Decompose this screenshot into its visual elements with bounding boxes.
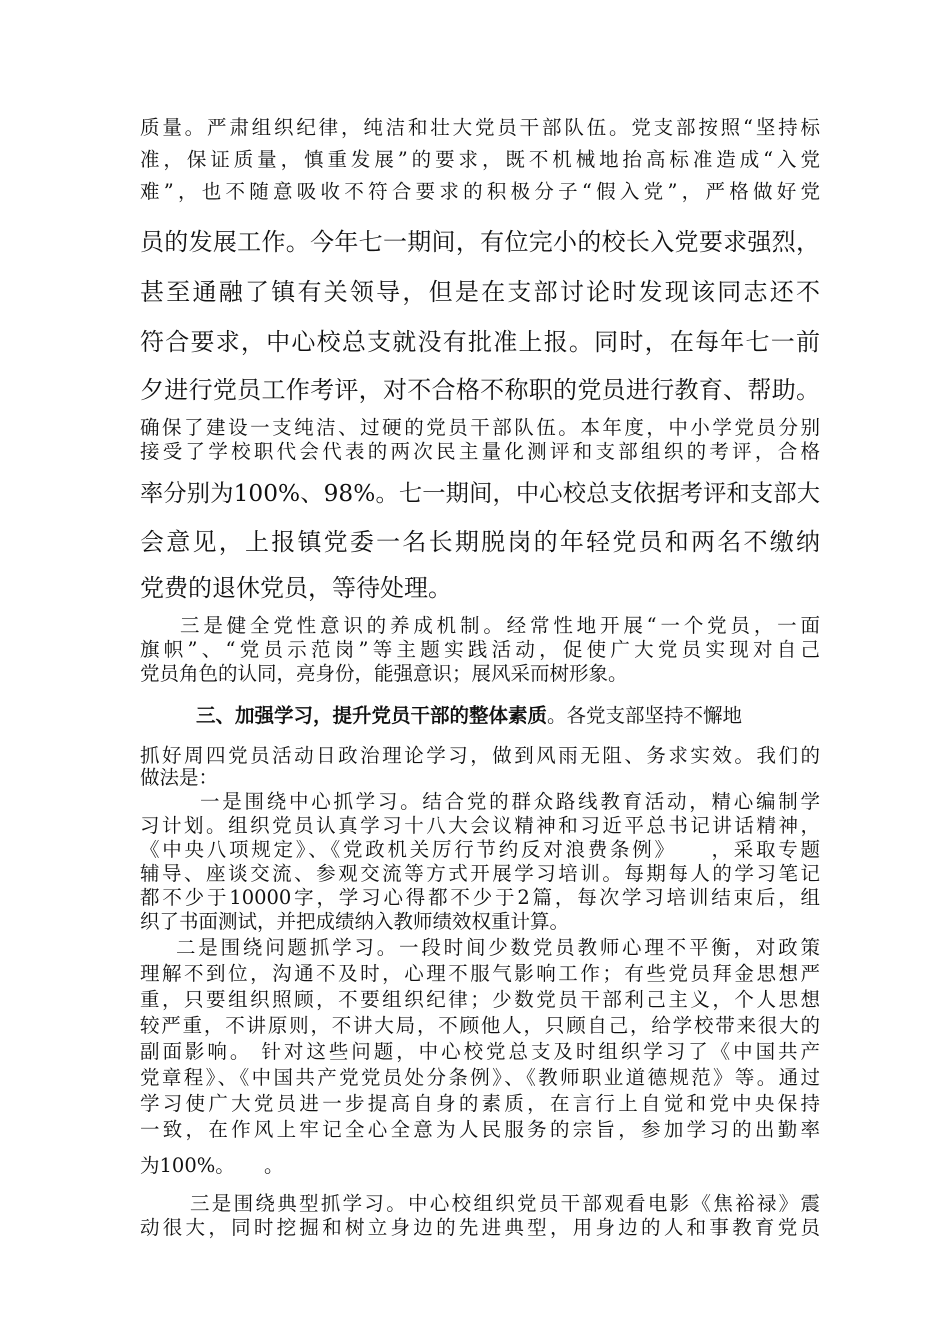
text-line: 党费的退休党员，等待处理。 — [140, 574, 452, 602]
section-heading-line — [196, 700, 820, 728]
text-line: 三是健全党性意识的养成机制。经常性地开展“一个党员，一面 — [180, 614, 820, 637]
text-line: 党员角色的认同，亮身份，能强意识；展风采而树形象。 — [140, 662, 628, 685]
text-line: 织了书面测试，并把成绩纳入教师绩效权重计算。 — [140, 910, 570, 933]
heading-continuation: 。各党支部坚持不懈地 — [547, 704, 743, 727]
text-line: 员的发展工作。今年七一期间，有位完小的校长入党要求强烈， — [140, 228, 820, 256]
text-line: 甚至通融了镇有关领导，但是在支部讨论时发现该同志还不 — [140, 278, 820, 306]
text-line: 副面影响。 针对这些问题，中心校党总支及时组织学习了《中国共产 — [140, 1040, 820, 1063]
text-line: 习计划。组织党员认真学习十八大会议精神和习近平总书记讲话精神， — [140, 814, 820, 837]
text-line: 抓好周四党员活动日政治理论学习，做到风雨无阻、务求实效。我们的 — [140, 744, 820, 767]
text-line: 难”，也不随意吸收不符合要求的积极分子“假入党”，严格做好党 — [140, 180, 820, 203]
text-line: 较严重，不讲原则，不讲大局，不顾他人，只顾自己，给学校带来很大的 — [140, 1014, 820, 1037]
text-line: 一致，在作风上牢记全心全意为人民服务的宗旨，参加学习的出勤率 — [140, 1118, 820, 1141]
text-line: 重，只要组织照顾，不要组织纪律；少数党员干部利己主义，个人思想 — [140, 988, 820, 1011]
text-line: 党章程》、《中国共产党党员处分条例》、《教师职业道德规范》等。通过 — [140, 1066, 820, 1089]
text-line: 做法是： — [140, 766, 219, 789]
text-line: 率分别为100%、98%。七一期间，中心校总支依据考评和支部大 — [140, 480, 820, 507]
text-line: 一是围绕中心抓学习。结合党的群众路线教育活动，精心编制学 — [200, 790, 820, 813]
text-line: 夕进行党员工作考评，对不合格不称职的党员进行教育、帮助。 — [140, 376, 820, 404]
text-line: 符合要求，中心校总支就没有批准上报。同时，在每年七一前 — [140, 328, 820, 356]
text-line: 确保了建设一支纯洁、过硬的党员干部队伍。本年度，中小学党员分别 — [140, 416, 820, 439]
text-line: 三是围绕典型抓学习。中心校组织党员干部观看电影《焦裕禄》震 — [190, 1192, 820, 1215]
text-line: 质量。严肃组织纪律，纯洁和壮大党员干部队伍。党支部按照“坚持标 — [140, 116, 820, 139]
text-line: 旗帜”、“党员示范岗”等主题实践活动，促使广大党员实现对自己 — [140, 638, 820, 661]
text-line: 动很大，同时挖掘和树立身边的先进典型，用身边的人和事教育党员 — [140, 1216, 820, 1239]
section-heading: 三、加强学习，提升党员干部的整体素质 — [196, 704, 548, 727]
text-line: 《中央八项规定》、《党政机关厉行节约反对浪费条例》 ，采取专题 — [140, 838, 820, 861]
text-line: 学习使广大党员进一步提高自身的素质，在言行上自觉和党中央保持 — [140, 1092, 820, 1115]
text-line: 二是围绕问题抓学习。一段时间少数党员教师心理不平衡，对政策 — [176, 936, 820, 959]
text-line: 为100%。 。 — [140, 1154, 284, 1177]
text-line: 都不少于10000字，学习心得都不少于2篇，每次学习培训结束后，组 — [140, 886, 820, 909]
text-line: 会意见，上报镇党委一名长期脱岗的年轻党员和两名不缴纳 — [140, 528, 820, 556]
text-line: 接受了学校职代会代表的两次民主量化测评和支部组织的考评，合格 — [140, 440, 820, 463]
text-line: 理解不到位，沟通不及时，心理不服气影响工作；有些党员拜金思想严 — [140, 962, 820, 985]
text-line: 辅导、座谈交流、参观交流等方式开展学习培训。每期每人的学习笔记 — [140, 862, 820, 885]
text-line: 准，保证质量，慎重发展”的要求，既不机械地抬高标准造成“入党 — [140, 148, 820, 171]
